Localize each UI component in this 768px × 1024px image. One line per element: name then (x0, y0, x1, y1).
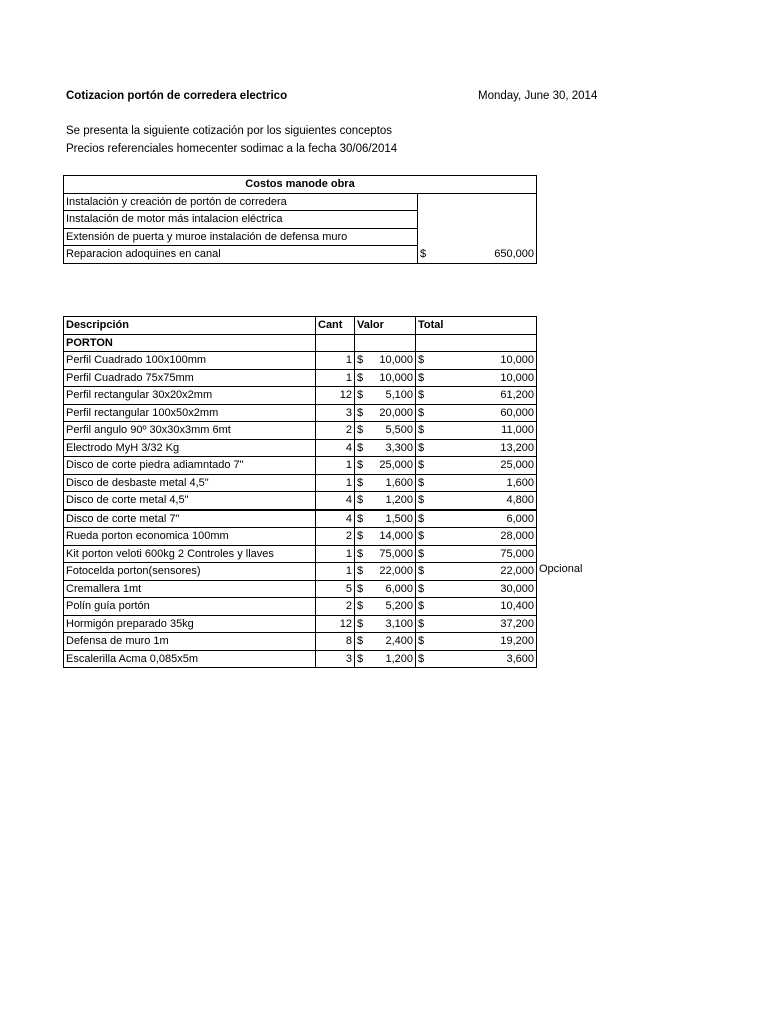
item-total-currency: $ (418, 494, 425, 507)
item-description: Perfil rectangular 100x50x2mm (64, 404, 316, 422)
item-value (355, 633, 416, 651)
item-description: Hormigón preparado 35kg (64, 615, 316, 633)
materials-header-row (64, 317, 537, 335)
item-total-amount: 6,000 (506, 512, 534, 525)
item-value-amount: 14,000 (379, 530, 413, 543)
item-total-currency: $ (418, 476, 425, 489)
intro-line-1: Se presenta la siguiente cotización por los siguientes conceptos (66, 125, 393, 137)
item-total (416, 528, 537, 546)
section-label: PORTON (64, 334, 316, 352)
item-value-amount: 1,500 (385, 512, 413, 525)
item-description: Defensa de muro 1m (64, 633, 316, 651)
item-value-amount: 1,200 (385, 652, 413, 665)
item-value-amount: 20,000 (379, 406, 413, 419)
item-description: Perfil Cuadrado 100x100mm (64, 352, 316, 370)
item-total (416, 580, 537, 598)
item-value-amount: 5,500 (385, 424, 413, 437)
item-total-amount: 1,600 (506, 476, 534, 489)
item-total-amount: 10,400 (500, 600, 534, 613)
item-value (355, 474, 416, 492)
item-total-currency: $ (418, 371, 425, 384)
item-value (355, 457, 416, 475)
item-value-amount: 22,000 (379, 565, 413, 578)
item-total (416, 615, 537, 633)
item-value-currency: $ (357, 582, 364, 595)
item-description: Perfil Cuadrado 75x75mm (64, 369, 316, 387)
item-value-amount: 10,000 (379, 354, 413, 367)
labor-item: Instalación y creación de portón de corredera (64, 193, 418, 211)
item-value-currency: $ (357, 547, 364, 560)
labor-cost-table (63, 175, 537, 264)
item-description: Polín guía portón (64, 598, 316, 616)
item-value-amount: 25,000 (379, 459, 413, 472)
item-qty: 1 (316, 352, 355, 370)
materials-table (63, 316, 537, 668)
table-row (64, 492, 537, 510)
table-row (64, 422, 537, 440)
item-qty: 12 (316, 387, 355, 405)
item-value-currency: $ (357, 354, 364, 367)
item-qty: 1 (316, 545, 355, 563)
column-header-qty: Cant (316, 317, 355, 335)
item-qty: 12 (316, 615, 355, 633)
labor-item: Extensión de puerta y muroe instalación de defensa muro (64, 228, 418, 246)
item-value-amount: 3,100 (385, 617, 413, 630)
item-qty: 1 (316, 474, 355, 492)
labor-amount-blank (418, 228, 537, 246)
item-total-currency: $ (418, 600, 425, 613)
item-total-currency: $ (418, 617, 425, 630)
item-total-amount: 10,000 (500, 371, 534, 384)
item-total-currency: $ (418, 459, 425, 472)
labor-row (64, 193, 537, 211)
item-value (355, 510, 416, 528)
table-row (64, 615, 537, 633)
table-row (64, 439, 537, 457)
item-value (355, 563, 416, 581)
item-value (355, 650, 416, 668)
item-value-currency: $ (357, 494, 364, 507)
labor-amount-value: 650,000 (494, 248, 534, 260)
materials-rows (64, 352, 537, 668)
labor-amount-blank (418, 211, 537, 229)
table-row (64, 528, 537, 546)
item-value-amount: 75,000 (379, 547, 413, 560)
item-total-amount: 30,000 (500, 582, 534, 595)
item-total-currency: $ (418, 635, 425, 648)
item-total (416, 510, 537, 528)
item-value (355, 439, 416, 457)
item-total-amount: 19,200 (500, 635, 534, 648)
item-value-currency: $ (357, 389, 364, 402)
item-total-amount: 11,000 (501, 424, 534, 437)
item-value-amount: 5,200 (385, 600, 413, 613)
item-total (416, 352, 537, 370)
labor-amount (418, 246, 537, 264)
item-total-amount: 37,200 (500, 617, 534, 630)
table-row (64, 387, 537, 405)
item-value (355, 387, 416, 405)
labor-row (64, 228, 537, 246)
column-header-total: Total (416, 317, 537, 335)
section-blank-cell (416, 334, 537, 352)
item-total (416, 492, 537, 510)
item-description: Disco de corte piedra adiamntado 7" (64, 457, 316, 475)
labor-row (64, 246, 537, 264)
intro-line-2: Precios referenciales homecenter sodimac a la fecha 30/06/2014 (66, 143, 398, 155)
item-qty: 2 (316, 528, 355, 546)
item-value-currency: $ (357, 406, 364, 419)
item-value-amount: 1,200 (385, 494, 413, 507)
item-total (416, 422, 537, 440)
table-row (64, 545, 537, 563)
item-total-currency: $ (418, 652, 425, 665)
table-row (64, 650, 537, 668)
item-value (355, 528, 416, 546)
labor-row (64, 211, 537, 229)
item-value (355, 404, 416, 422)
table-row (64, 404, 537, 422)
item-value-amount: 1,600 (385, 476, 413, 489)
item-value (355, 545, 416, 563)
item-total (416, 650, 537, 668)
item-total-amount: 75,000 (500, 547, 534, 560)
labor-header-row (64, 176, 537, 194)
item-description: Rueda porton economica 100mm (64, 528, 316, 546)
section-blank-cell (355, 334, 416, 352)
item-value-currency: $ (357, 635, 364, 648)
item-qty: 4 (316, 492, 355, 510)
item-value-currency: $ (357, 459, 364, 472)
item-total-currency: $ (418, 406, 425, 419)
item-value-currency: $ (357, 441, 364, 454)
labor-amount-blank (418, 193, 537, 211)
item-description: Kit porton veloti 600kg 2 Controles y llaves (64, 545, 316, 563)
item-value (355, 492, 416, 510)
item-description: Fotocelda porton(sensores) (64, 563, 316, 581)
item-total-amount: 10,000 (500, 354, 534, 367)
item-value (355, 369, 416, 387)
labor-item: Reparacion adoquines en canal (64, 246, 418, 264)
item-total-currency: $ (418, 547, 425, 560)
item-value-amount: 6,000 (385, 582, 413, 595)
item-total (416, 474, 537, 492)
table-row (64, 352, 537, 370)
item-description: Disco de corte metal 7" (64, 510, 316, 528)
item-total-currency: $ (418, 354, 425, 367)
item-total (416, 369, 537, 387)
item-value-currency: $ (357, 512, 364, 525)
item-qty: 1 (316, 563, 355, 581)
table-row (64, 369, 537, 387)
item-description: Electrodo MyH 3/32 Kg (64, 439, 316, 457)
labor-heading: Costos manode obra (64, 176, 537, 194)
item-total-amount: 61,200 (500, 389, 534, 402)
item-total-currency: $ (418, 441, 425, 454)
document-date: Monday, June 30, 2014 (478, 90, 598, 102)
item-total (416, 387, 537, 405)
item-value-amount: 2,400 (385, 635, 413, 648)
section-blank-cell (316, 334, 355, 352)
item-value (355, 615, 416, 633)
item-value-currency: $ (357, 371, 364, 384)
item-value-amount: 5,100 (385, 389, 413, 402)
item-description: Cremallera 1mt (64, 580, 316, 598)
item-total-amount: 13,200 (500, 441, 534, 454)
item-value-currency: $ (357, 652, 364, 665)
item-value-amount: 10,000 (379, 371, 413, 384)
item-total (416, 633, 537, 651)
labor-item: Instalación de motor más intalacion eléctrica (64, 211, 418, 229)
item-note: Opcional (539, 563, 583, 575)
item-value-currency: $ (357, 530, 364, 543)
item-value (355, 580, 416, 598)
column-header-description: Descripción (64, 317, 316, 335)
item-value (355, 352, 416, 370)
item-total (416, 404, 537, 422)
item-value-currency: $ (357, 565, 364, 578)
item-total-amount: 4,800 (506, 494, 534, 507)
table-row (64, 598, 537, 616)
item-total-amount: 3,600 (506, 652, 534, 665)
item-total (416, 598, 537, 616)
item-total-currency: $ (418, 424, 425, 437)
table-row (64, 457, 537, 475)
item-value (355, 598, 416, 616)
item-value-currency: $ (357, 617, 364, 630)
item-qty: 2 (316, 422, 355, 440)
table-row (64, 474, 537, 492)
item-value-currency: $ (357, 476, 364, 489)
item-total-currency: $ (418, 512, 425, 525)
item-total (416, 545, 537, 563)
item-qty: 1 (316, 457, 355, 475)
table-row (64, 633, 537, 651)
document-title: Cotizacion portón de corredera electrico (66, 90, 288, 102)
item-total (416, 563, 537, 581)
table-row (64, 580, 537, 598)
item-description: Escalerilla Acma 0,085x5m (64, 650, 316, 668)
labor-currency: $ (420, 248, 427, 260)
item-total-amount: 60,000 (500, 406, 534, 419)
item-qty: 3 (316, 404, 355, 422)
item-description: Perfil angulo 90º 30x30x3mm 6mt (64, 422, 316, 440)
item-total-amount: 25,000 (500, 459, 534, 472)
item-value-currency: $ (357, 424, 364, 437)
item-description: Disco de corte metal 4,5" (64, 492, 316, 510)
item-total-amount: 28,000 (500, 530, 534, 543)
item-qty: 4 (316, 439, 355, 457)
item-total-currency: $ (418, 582, 425, 595)
item-total-amount: 22,000 (500, 565, 534, 578)
item-value-currency: $ (357, 600, 364, 613)
item-total (416, 439, 537, 457)
item-total (416, 457, 537, 475)
table-row (64, 563, 537, 581)
item-total-currency: $ (418, 530, 425, 543)
item-value-amount: 3,300 (385, 441, 413, 454)
section-row (64, 334, 537, 352)
item-qty: 4 (316, 510, 355, 528)
column-header-value: Valor (355, 317, 416, 335)
item-qty: 3 (316, 650, 355, 668)
item-description: Disco de desbaste metal 4,5" (64, 474, 316, 492)
item-qty: 5 (316, 580, 355, 598)
table-row (64, 510, 537, 528)
item-qty: 1 (316, 369, 355, 387)
item-total-currency: $ (418, 565, 425, 578)
item-total-currency: $ (418, 389, 425, 402)
item-description: Perfil rectangular 30x20x2mm (64, 387, 316, 405)
item-qty: 8 (316, 633, 355, 651)
item-value (355, 422, 416, 440)
item-qty: 2 (316, 598, 355, 616)
